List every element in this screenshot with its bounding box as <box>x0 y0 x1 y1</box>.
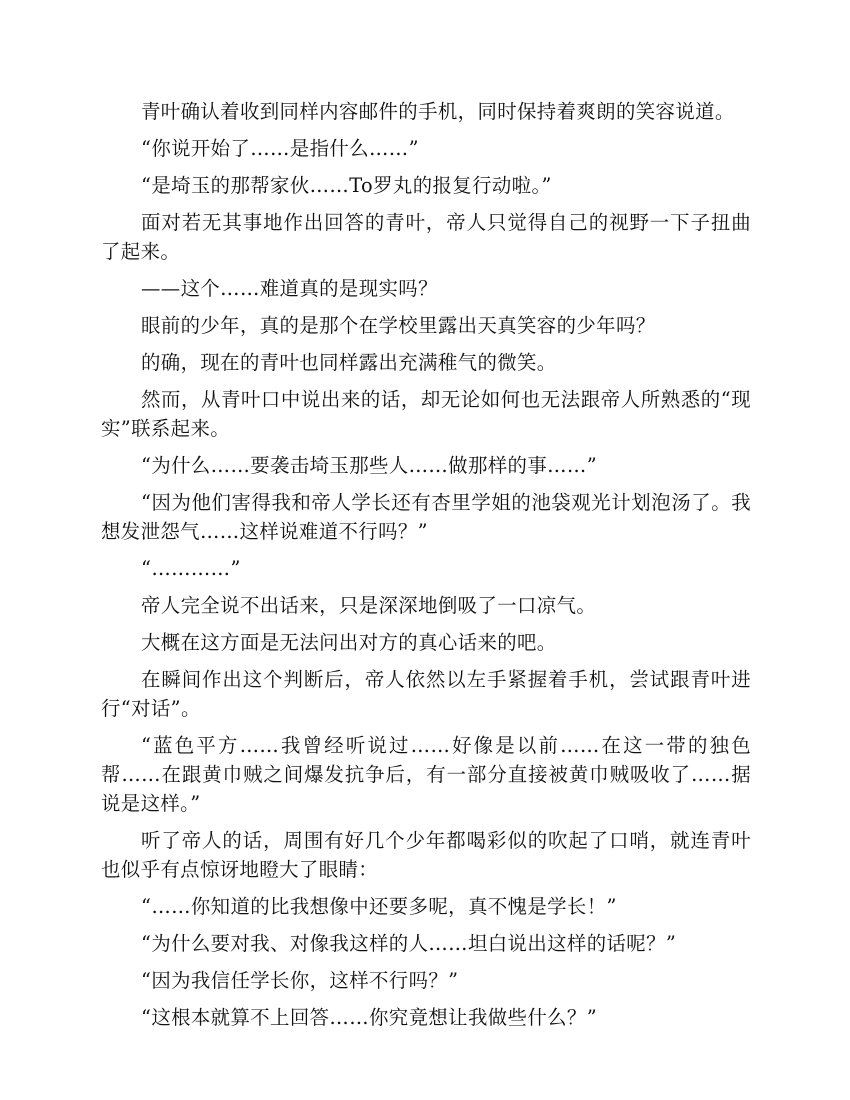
paragraph: “是埼玉的那帮家伙……To罗丸的报复行动啦。” <box>141 174 552 197</box>
paragraph: 青叶确认着收到同样内容邮件的手机，同时保持着爽朗的笑容说道。 <box>141 100 735 123</box>
paragraph: 大概在这方面是无法问出对方的真心话来的吧。 <box>141 631 557 654</box>
paragraph: ——这个……难道真的是现实吗？ <box>141 277 438 300</box>
paragraph: “因为他们害得我和帝人学长还有杏里学姐的池袋观光计划泡汤了。我想发泄怨气……这样说难道不行吗？” <box>101 491 751 543</box>
paragraph: 的确，现在的青叶也同样露出充满稚气的微笑。 <box>141 351 557 374</box>
paragraph: “蓝色平方……我曾经听说过……好像是以前……在这一带的独色帮……在跟黄巾贼之间爆发抗争后，有一部分直接被黄巾贼吸收了……据说是这样。” <box>101 734 751 815</box>
paragraph: “为什么要对我、对像我这样的人……坦白说出这样的话呢？” <box>141 932 677 955</box>
paragraph: “…………” <box>141 557 241 580</box>
paragraph: 在瞬间作出这个判断后，帝人依然以左手紧握着手机，尝试跟青叶进行“对话”。 <box>101 668 751 720</box>
paragraph: 面对若无其事地作出回答的青叶，帝人只觉得自己的视野一下子扭曲了起来。 <box>101 211 751 263</box>
paragraph: “……你知道的比我想像中还要多呢，真不愧是学长！” <box>141 895 617 918</box>
paragraph: “为什么……要袭击埼玉那些人……做那样的事……” <box>141 454 598 477</box>
paragraph: “这根本就算不上回答……你究竟想让我做些什么？” <box>141 1006 598 1029</box>
paragraph: 听了帝人的话，周围有好几个少年都喝彩似的吹起了口哨，就连青叶也似乎有点惊讶地瞪大了眼睛： <box>101 829 751 881</box>
paragraph: 帝人完全说不出话来，只是深深地倒吸了一口凉气。 <box>141 594 597 617</box>
paragraph: 眼前的少年，真的是那个在学校里露出天真笑容的少年吗？ <box>141 314 656 337</box>
paragraph: 然而，从青叶口中说出来的话，却无论如何也无法跟帝人所熟悉的“现实”联系起来。 <box>101 388 751 440</box>
paragraph: “你说开始了……是指什么……” <box>141 137 419 160</box>
paragraph: “因为我信任学长你，这样不行吗？” <box>141 969 459 992</box>
document-body <box>101 97 751 1040</box>
